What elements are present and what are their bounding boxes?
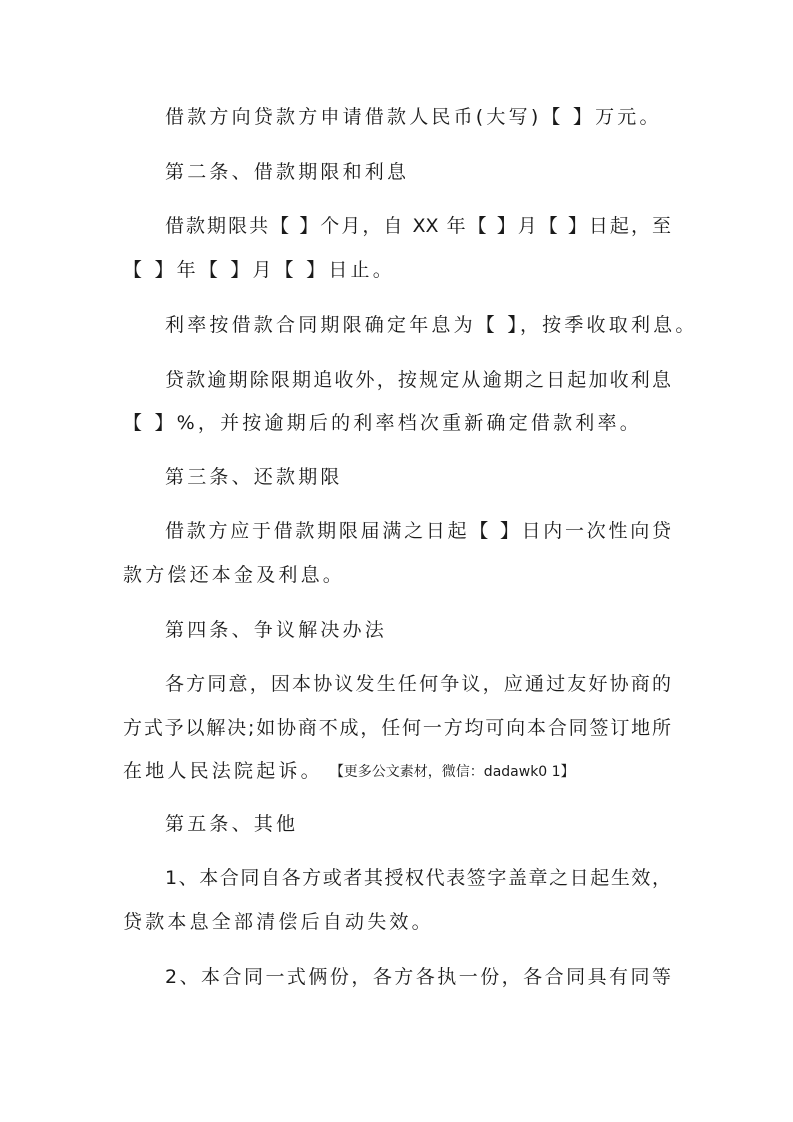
- paragraph-loan-amount: 借款方向贷款方申请借款人民币(大写)【 】万元。: [165, 106, 662, 128]
- paragraph-dispute-line2: 方式予以解决;如协商不成，任何一方均可向本合同签订地所: [123, 717, 671, 739]
- paragraph-overdue-line1: 贷款逾期除限期追收外，按规定从逾期之日起加收利息: [165, 369, 671, 391]
- heading-article-4: 第四条、争议解决办法: [165, 619, 388, 641]
- heading-article-3: 第三条、还款期限: [165, 466, 343, 488]
- promo-note: 【更多公文素材，微信：dadawk0 1】: [336, 764, 575, 780]
- paragraph-dispute-line3: [123, 759, 575, 784]
- paragraph-effective-line1: 1、本合同自各方或者其授权代表签字盖章之日起生效，: [165, 867, 671, 889]
- paragraph-overdue-line2: 【 】%，并按逾期后的利率档次重新确定借款利率。: [123, 412, 642, 434]
- paragraph-dispute-text: 在地人民法院起诉。: [123, 760, 323, 782]
- paragraph-repayment-line1: 借款方应于借款期限届满之日起【 】日内一次性向贷: [165, 520, 671, 542]
- paragraph-effective-line2: 贷款本息全部清偿后自动失效。: [123, 911, 434, 933]
- paragraph-loan-term-line1: 借款期限共【 】个月，自 XX 年【 】月【 】日起，至: [165, 215, 671, 237]
- paragraph-loan-term-line2: 【 】年【 】月【 】日止。: [123, 259, 395, 281]
- heading-article-5: 第五条、其他: [165, 813, 299, 835]
- paragraph-interest-rate: 利率按借款合同期限确定年息为【 】，按季收取利息。: [165, 314, 698, 336]
- paragraph-dispute-line1: 各方同意，因本协议发生任何争议，应通过友好协商的: [165, 673, 671, 695]
- paragraph-copies-line1: 2、本合同一式俩份，各方各执一份，各合同具有同等: [165, 966, 671, 988]
- paragraph-repayment-line2: 款方偿还本金及利息。: [123, 564, 346, 586]
- heading-article-2: 第二条、借款期限和利息: [165, 161, 410, 183]
